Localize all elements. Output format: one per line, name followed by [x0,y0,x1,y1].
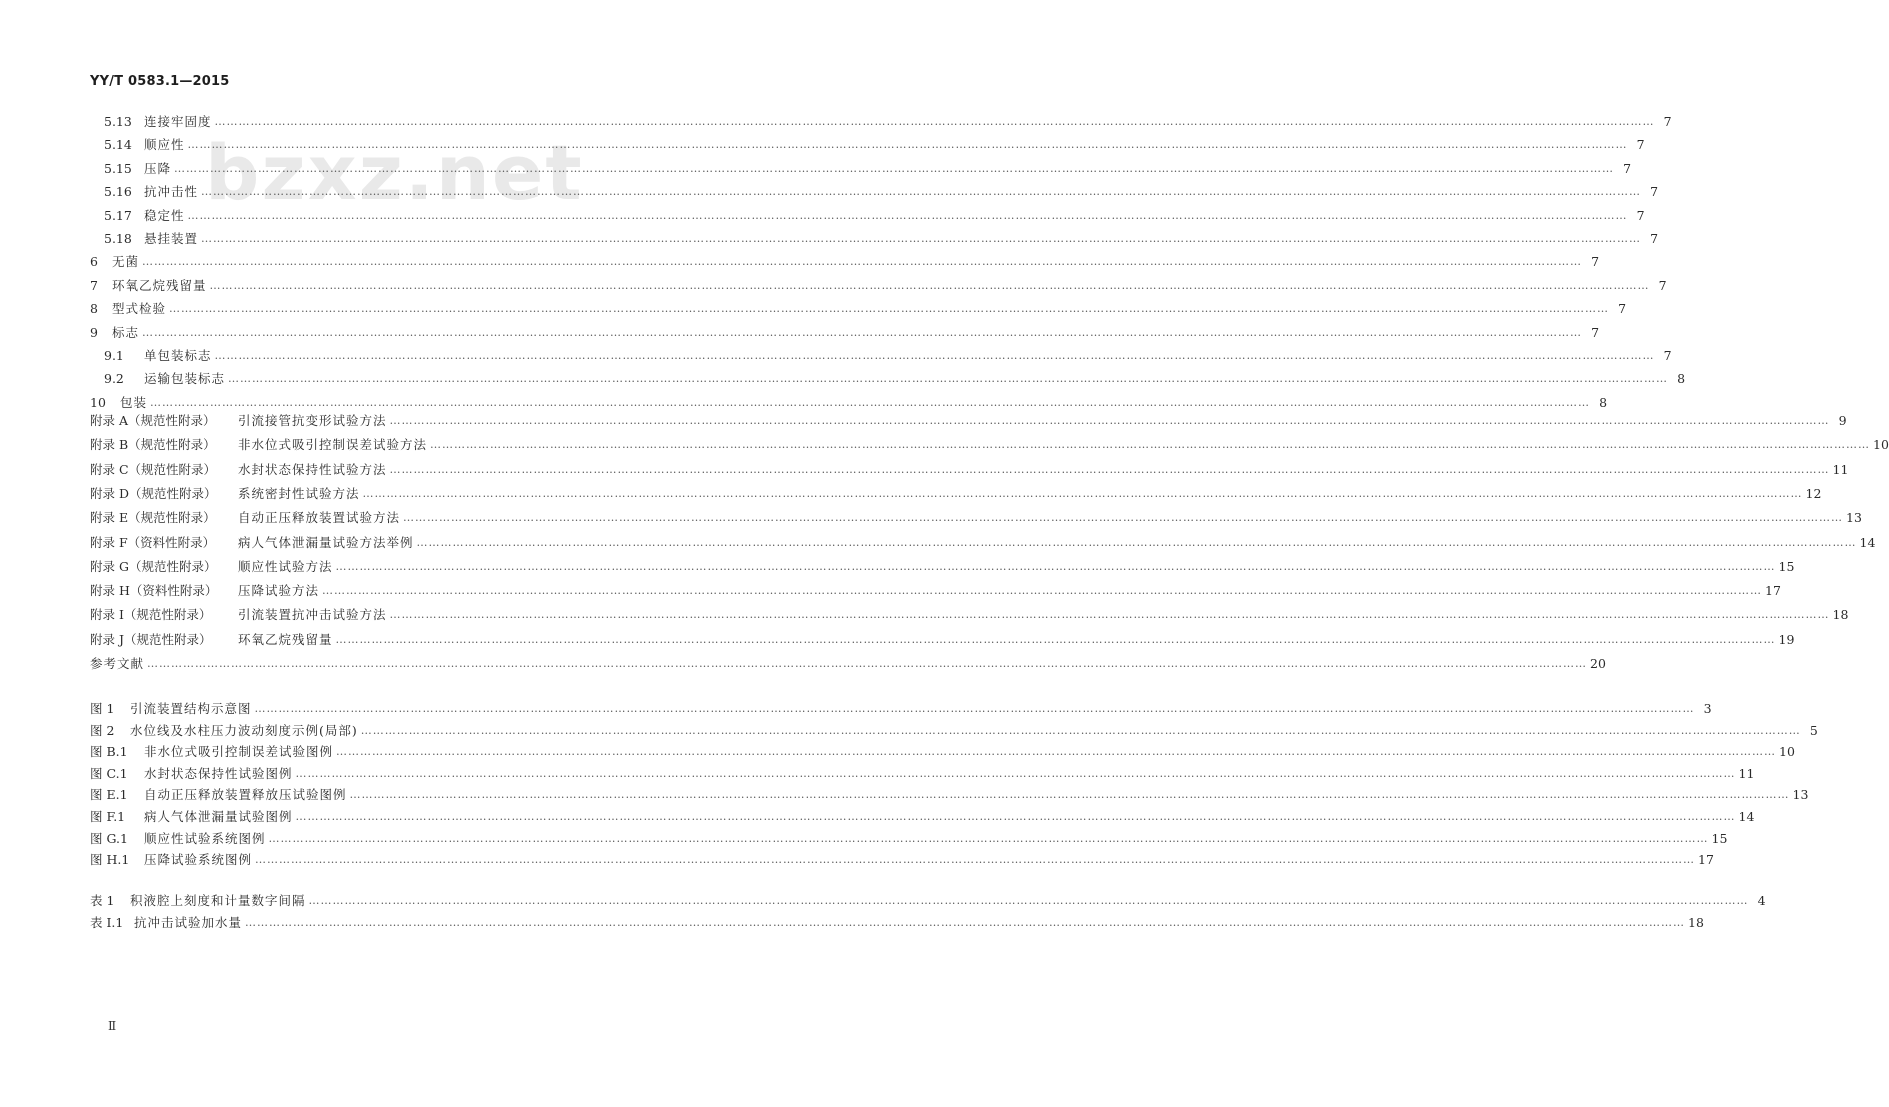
annex-entry [90,652,1606,672]
leader-dots: ……………………………………………………………………………………………………………………………………………………………………………………………………………………………………………………………………………………………………………………………… [245,915,1686,929]
section-title: 无菌 [112,254,140,270]
section-number: 10 [90,394,106,410]
section-entry [104,367,1686,387]
section-entry [104,344,1672,364]
annex-entry [90,555,1795,575]
section-entry [104,157,1632,177]
annex-entry [90,603,1849,623]
standard-code-header: YY/T 0583.1—2015 [90,74,230,89]
figure-title: 顺应性试验系统图例 [144,830,266,846]
annex-number: 附录 B（规范性附录） [90,437,216,453]
figure-title: 水位线及水柱压力波动刻度示例(局部) [130,722,358,738]
annex-page-number: 14 [1859,534,1876,550]
annex-number: 附录 A（规范性附录） [90,413,216,428]
section-page-number: 7 [1650,231,1659,246]
leader-dots: ……………………………………………………………………………………………………………………………………………………………………………………………………………………………………………………………………………………………………………………………… [201,232,1642,245]
leader-dots: ……………………………………………………………………………………………………………………………………………………………………………………………………………………………………………………………………………………………………………………………… [403,511,1844,525]
leader-dots: ……………………………………………………………………………………………………………………………………………………………………………………………………………………………………………………………………………………………………………………………… [308,894,1749,907]
section-title: 压降 [144,160,172,176]
section-title: 环氧乙烷残留量 [112,277,207,293]
leader-dots: ……………………………………………………………………………………………………………………………………………………………………………………………………………………………………………………………………………………………………………………………… [295,810,1736,823]
section-number: 9.2 [104,371,124,387]
leader-dots: ……………………………………………………………………………………………………………………………………………………………………………………………………………………………………………………………………………………………………………………………… [187,208,1628,222]
figure-title: 自动正压释放装置释放压试验图例 [144,787,347,803]
annex-entry [90,628,1795,648]
annex-number: 附录 C（规范性附录） [90,461,217,477]
leader-dots: ……………………………………………………………………………………………………………………………………………………………………………………………………………………………………………………………………………………………………………………………… [142,255,1583,269]
leader-dots: ……………………………………………………………………………………………………………………………………………………………………………………………………………………………………………………………………………………………………………………………… [150,395,1591,409]
section-entry [104,227,1659,247]
annex-entry [90,482,1822,502]
annex-entry [90,531,1876,551]
annex-number: 附录 F（资料性附录） [90,534,216,550]
section-page-number: 7 [1591,324,1600,340]
table-page-number: 18 [1688,914,1704,930]
figure-entry [90,719,1818,739]
leader-dots: ……………………………………………………………………………………………………………………………………………………………………………………………………………………………………………………………………………………………………………………………… [349,788,1790,802]
section-page-number: 7 [1623,160,1632,176]
annex-title: 自动正压释放装置试验方法 [238,510,401,526]
leader-dots: ……………………………………………………………………………………………………………………………………………………………………………………………………………………………………………………………………………………………………………………………… [389,414,1830,427]
leader-dots: ……………………………………………………………………………………………………………………………………………………………………………………………………………………………………………………………………………………………………………………………… [389,462,1830,476]
leader-dots: ……………………………………………………………………………………………………………………………………………………………………………………………………………………………………………………………………………………………………………………………… [147,657,1588,670]
table-entry [90,889,1766,909]
section-page-number: 8 [1599,394,1608,410]
annex-page-number: 12 [1805,485,1822,501]
figure-title: 非水位式吸引控制误差试验图例 [144,744,334,760]
section-entry [90,297,1627,317]
section-entry [104,110,1672,130]
figure-entry [90,740,1795,760]
annex-title: 环氧乙烷残留量 [238,631,333,647]
figure-page-number: 3 [1703,701,1712,716]
section-number: 5.17 [104,207,132,223]
leader-dots: ……………………………………………………………………………………………………………………………………………………………………………………………………………………………………………………………………………………………………………………………… [214,115,1655,128]
section-entry [90,250,1600,270]
section-number: 5.15 [104,160,132,176]
table-number: 表 1 [90,893,115,908]
section-entry [90,274,1667,294]
leader-dots: ……………………………………………………………………………………………………………………………………………………………………………………………………………………………………………………………………………………………………………………………… [201,185,1642,199]
annex-number: 附录 D（规范性附录） [90,485,217,501]
figure-page-number: 11 [1738,765,1755,781]
annex-number: 附录 H（资料性附录） [90,583,218,599]
figure-entry [90,805,1755,825]
section-number: 6 [90,254,98,270]
figure-number: 图 F.1 [90,809,126,824]
annex-title: 引流接管抗变形试验方法 [238,413,387,428]
leader-dots: ……………………………………………………………………………………………………………………………………………………………………………………………………………………………………………………………………………………………………………………………… [430,438,1871,452]
leader-dots: ……………………………………………………………………………………………………………………………………………………………………………………………………………………………………………………………………………………………………………………………… [174,161,1615,175]
leader-dots: ……………………………………………………………………………………………………………………………………………………………………………………………………………………………………………………………………………………………………………………………… [254,702,1695,715]
table-title: 抗冲击试验加水量 [134,914,243,930]
annex-title: 病人气体泄漏量试验方法举例 [238,534,414,550]
section-page-number: 7 [1618,301,1627,317]
figure-number: 图 C.1 [90,765,128,781]
section-page-number: 7 [1663,348,1672,363]
leader-dots: ……………………………………………………………………………………………………………………………………………………………………………………………………………………………………………………………………………………………………………………………… [228,372,1669,386]
figure-entry [90,827,1728,847]
section-number: 7 [90,277,98,293]
annex-entry [90,506,1862,526]
figure-page-number: 13 [1792,787,1809,803]
annex-title: 顺应性试验方法 [238,558,333,574]
table-title: 积液腔上刻度和计量数字间隔 [130,893,306,908]
figure-title: 病人气体泄漏量试验图例 [144,809,293,824]
leader-dots: ……………………………………………………………………………………………………………………………………………………………………………………………………………………………………………………………………………………………………………………………… [187,138,1628,152]
leader-dots: ……………………………………………………………………………………………………………………………………………………………………………………………………………………………………………………………………………………………………………………………… [389,608,1830,622]
annex-page-number: 18 [1832,607,1849,623]
figure-entry [90,848,1714,868]
section-page-number: 7 [1663,114,1672,129]
annex-page-number: 11 [1832,461,1849,477]
section-title: 运输包装标志 [144,371,226,387]
section-title: 标志 [112,324,140,340]
section-page-number: 8 [1677,371,1686,387]
figure-number: 图 B.1 [90,744,128,760]
figure-number: 图 E.1 [90,787,128,803]
annex-entry [90,458,1849,478]
leader-dots: ……………………………………………………………………………………………………………………………………………………………………………………………………………………………………………………………………………………………………………………………… [336,745,1777,759]
section-entry [104,204,1645,224]
section-page-number: 7 [1650,184,1659,200]
figure-entry [90,697,1712,717]
figure-page-number: 15 [1711,830,1728,846]
page-number-footer: Ⅱ [108,1019,117,1033]
figure-entry [90,783,1809,803]
figure-page-number: 17 [1698,852,1714,868]
section-number: 5.14 [104,137,132,153]
annex-page-number: 13 [1846,510,1862,526]
figure-page-number: 14 [1738,809,1755,824]
table-number: 表 I.1 [90,914,124,930]
section-number: 5.18 [104,231,132,246]
annex-number: 附录 I（规范性附录） [90,607,212,623]
annex-title: 水封状态保持性试验方法 [238,461,387,477]
figure-title: 水封状态保持性试验图例 [144,765,293,781]
section-page-number: 7 [1636,207,1645,223]
section-title: 包装 [120,394,148,410]
annex-title: 引流装置抗冲击试验方法 [238,607,387,623]
annex-page-number: 19 [1778,631,1795,647]
section-title: 单包装标志 [144,348,212,363]
leader-dots: ……………………………………………………………………………………………………………………………………………………………………………………………………………………………………………………………………………………………………………………………… [255,853,1696,867]
section-number: 5.16 [104,184,132,200]
section-page-number: 7 [1591,254,1600,270]
annex-number: 附录 E（规范性附录） [90,510,216,526]
figure-title: 压降试验系统图例 [144,852,253,868]
figure-page-number: 10 [1779,744,1795,760]
figure-page-number: 5 [1809,722,1818,738]
section-number: 8 [90,301,98,317]
annex-entry [90,409,1847,429]
figure-number: 图 1 [90,701,115,716]
annex-number: 附录 J（规范性附录） [90,631,212,647]
annex-page-number: 20 [1590,656,1606,671]
section-number: 5.13 [104,114,132,129]
leader-dots: ……………………………………………………………………………………………………………………………………………………………………………………………………………………………………………………………………………………………………………………………… [214,349,1655,362]
figure-number: 图 2 [90,722,115,738]
section-entry [104,133,1645,153]
table-entry [90,911,1704,931]
annex-title: 参考文献 [90,656,145,671]
figure-number: 图 G.1 [90,830,128,846]
leader-dots: ……………………………………………………………………………………………………………………………………………………………………………………………………………………………………………………………………………………………………………………………… [335,632,1776,646]
figure-title: 引流装置结构示意图 [130,701,252,716]
section-title: 稳定性 [144,207,185,223]
leader-dots: ……………………………………………………………………………………………………………………………………………………………………………………………………………………………………………………………………………………………………………………………… [416,535,1857,549]
watermark: bzxz.net [205,128,584,217]
figure-entry [90,762,1755,782]
annex-page-number: 9 [1838,413,1847,428]
annex-title: 非水位式吸引控制误差试验方法 [238,437,428,453]
annex-entry [90,579,1781,599]
section-title: 型式检验 [112,301,167,317]
leader-dots: ……………………………………………………………………………………………………………………………………………………………………………………………………………………………………………………………………………………………………………………………… [335,559,1776,573]
annex-page-number: 17 [1765,583,1781,599]
section-page-number: 7 [1658,277,1667,293]
leader-dots: ……………………………………………………………………………………………………………………………………………………………………………………………………………………………………………………………………………………………………………………………… [362,486,1803,500]
annex-entry [90,433,1889,453]
leader-dots: ……………………………………………………………………………………………………………………………………………………………………………………………………………………………………………………………………………………………………………………………… [322,584,1763,598]
leader-dots: ……………………………………………………………………………………………………………………………………………………………………………………………………………………………………………………………………………………………………………………………… [268,831,1709,845]
section-entry [104,180,1659,200]
annex-page-number: 10 [1873,437,1889,453]
section-title: 抗冲击性 [144,184,199,200]
leader-dots: ……………………………………………………………………………………………………………………………………………………………………………………………………………………………………………………………………………………………………………………………… [209,278,1650,292]
section-page-number: 7 [1636,137,1645,153]
section-title: 悬挂装置 [144,231,199,246]
annex-number: 附录 G（规范性附录） [90,558,217,574]
leader-dots: ……………………………………………………………………………………………………………………………………………………………………………………………………………………………………………………………………………………………………………………………… [142,325,1583,339]
section-entry [90,321,1600,341]
annex-title: 压降试验方法 [238,583,320,599]
section-number: 9.1 [104,348,124,363]
section-number: 9 [90,324,98,340]
annex-title: 系统密封性试验方法 [238,485,360,501]
annex-page-number: 15 [1778,558,1795,574]
section-title: 连接牢固度 [144,114,212,129]
leader-dots: ……………………………………………………………………………………………………………………………………………………………………………………………………………………………………………………………………………………………………………………………… [169,302,1610,316]
section-entry [90,391,1608,411]
figure-number: 图 H.1 [90,852,130,868]
leader-dots: ……………………………………………………………………………………………………………………………………………………………………………………………………………………………………………………………………………………………………………………………… [360,723,1801,737]
table-page-number: 4 [1757,893,1766,908]
section-title: 顺应性 [144,137,185,153]
leader-dots: ……………………………………………………………………………………………………………………………………………………………………………………………………………………………………………………………………………………………………………………………… [295,766,1736,780]
